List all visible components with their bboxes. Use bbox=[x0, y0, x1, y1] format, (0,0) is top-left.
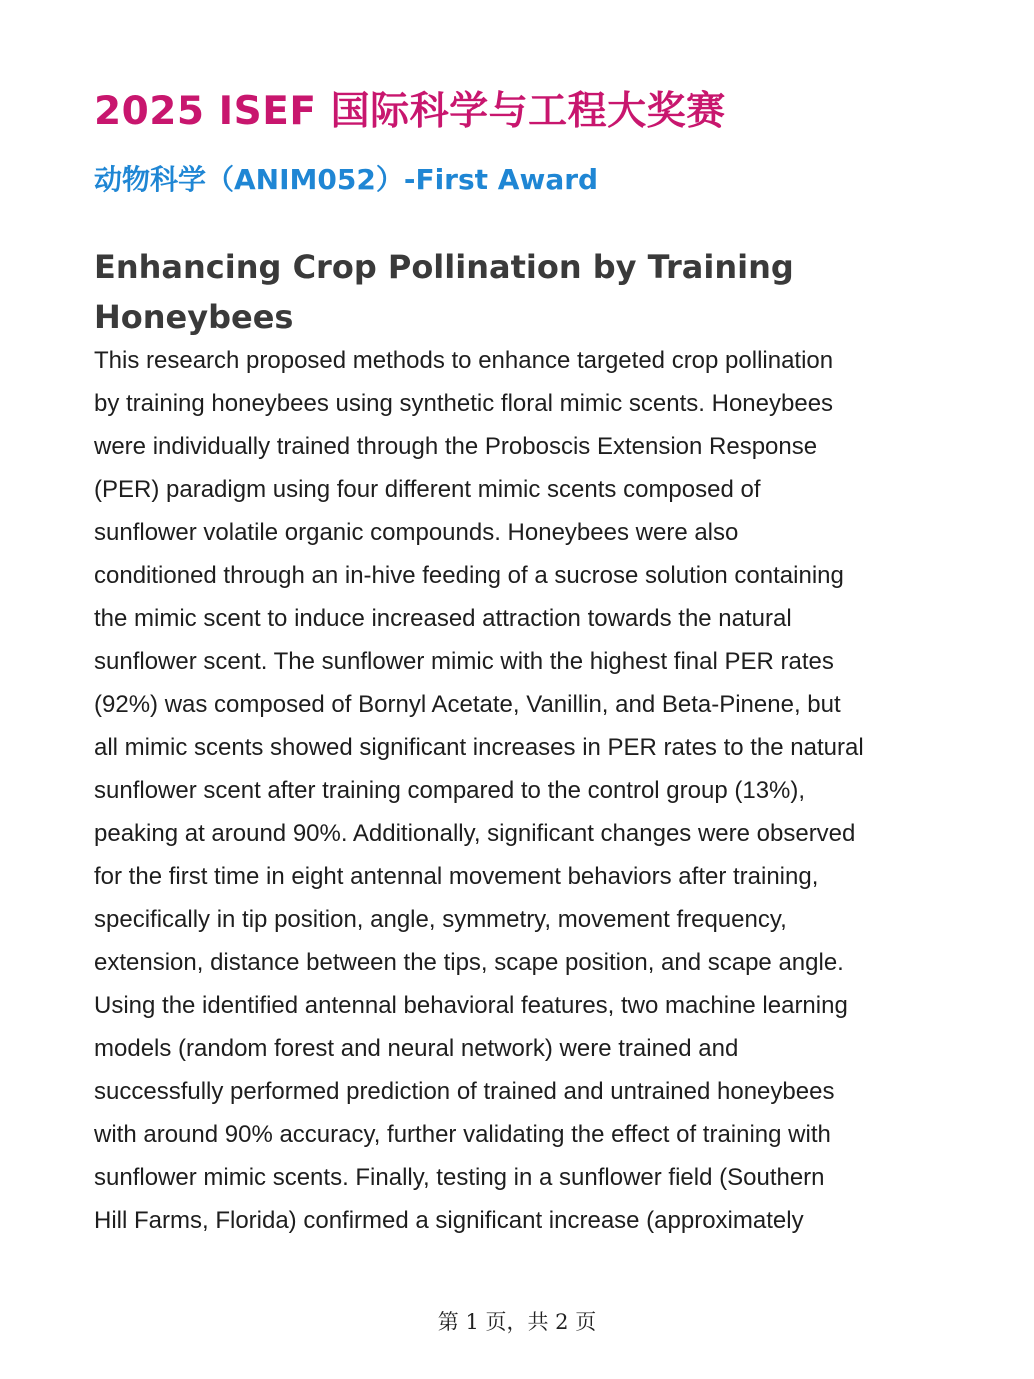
abstract-line: sunflower scent after training compared to the control group (13%), bbox=[94, 777, 806, 804]
abstract-line: sunflower volatile organic compounds. Honeybees were also bbox=[94, 519, 739, 546]
category-award-subtitle: 动物科学（ANIM052）-First Award bbox=[94, 163, 599, 196]
abstract-line: sunflower scent. The sunflower mimic with the highest final PER rates bbox=[94, 648, 834, 675]
abstract-line: Using the identified antennal behavioral features, two machine learning bbox=[94, 992, 848, 1019]
abstract-line: This research proposed methods to enhance targeted crop pollination bbox=[94, 347, 834, 374]
abstract-line: were individually trained through the Proboscis Extension Response bbox=[94, 433, 818, 460]
abstract-line: (92%) was composed of Bornyl Acetate, Vanillin, and Beta-Pinene, but bbox=[94, 691, 841, 718]
abstract-line: (PER) paradigm using four different mimic scents composed of bbox=[94, 476, 761, 503]
page-indicator: 第 1 页，共 2 页 bbox=[437, 1310, 597, 1334]
abstract-line: successfully performed prediction of trained and untrained honeybees bbox=[94, 1078, 835, 1105]
abstract-paragraph bbox=[94, 339, 904, 1242]
abstract-line: for the first time in eight antennal movement behaviors after training, bbox=[94, 863, 819, 890]
abstract-line: Hill Farms, Florida) confirmed a significant increase (approximately bbox=[94, 1207, 804, 1234]
abstract-line: by training honeybees using synthetic floral mimic scents. Honeybees bbox=[94, 390, 834, 417]
abstract-line: specifically in tip position, angle, symmetry, movement frequency, bbox=[94, 906, 787, 933]
abstract-line: sunflower mimic scents. Finally, testing in a sunflower field (Southern bbox=[94, 1164, 825, 1191]
competition-title: 2025 ISEF 国际科学与工程大奖赛 bbox=[94, 89, 726, 134]
abstract-line: peaking at around 90%. Additionally, significant changes were observed bbox=[94, 820, 856, 847]
abstract-line: all mimic scents showed significant increases in PER rates to the natural bbox=[94, 734, 864, 761]
abstract-line: the mimic scent to induce increased attraction towards the natural bbox=[94, 605, 792, 632]
project-title: Enhancing Crop Pollination by Training Honeybees bbox=[94, 248, 794, 336]
abstract-line: extension, distance between the tips, scape position, and scape angle. bbox=[94, 949, 844, 976]
abstract-line: conditioned through an in-hive feeding of a sucrose solution containing bbox=[94, 562, 844, 589]
abstract-line: with around 90% accuracy, further validating the effect of training with bbox=[94, 1121, 831, 1148]
abstract-line: models (random forest and neural network) were trained and bbox=[94, 1035, 739, 1062]
